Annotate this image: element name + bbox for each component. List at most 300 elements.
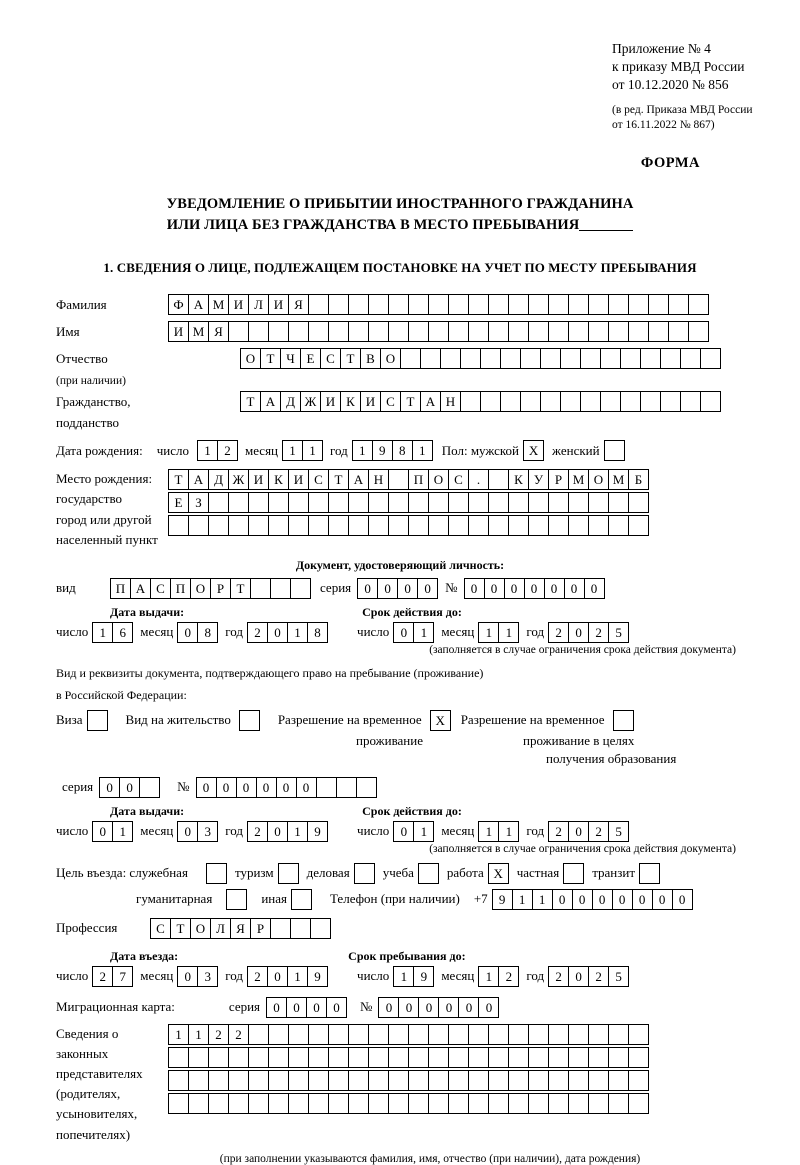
patronymic-boxes[interactable] bbox=[240, 348, 720, 369]
checkbox-sex-female[interactable] bbox=[604, 440, 625, 461]
birthplace-city2-cell[interactable] bbox=[448, 515, 469, 536]
legal-rep-cell[interactable] bbox=[408, 1047, 429, 1068]
surname-cell[interactable] bbox=[468, 294, 489, 315]
legal-rep-cell[interactable] bbox=[468, 1024, 489, 1045]
birthplace-city-cell[interactable] bbox=[308, 492, 329, 513]
entry-month-cell[interactable]: 0 bbox=[177, 966, 198, 987]
mcard-series-cell[interactable]: 0 bbox=[286, 997, 307, 1018]
birthplace-city-cell[interactable] bbox=[508, 492, 529, 513]
doc-issue-month-cell[interactable]: 8 bbox=[197, 622, 218, 643]
name-cell[interactable] bbox=[288, 321, 309, 342]
birth-month-cell[interactable]: 1 bbox=[302, 440, 323, 461]
legal-rep-cell[interactable] bbox=[548, 1047, 569, 1068]
stayuntil-year-cell[interactable]: 5 bbox=[608, 966, 629, 987]
checkbox-temp-residence[interactable]: X bbox=[430, 710, 451, 731]
birth-year-cell[interactable]: 8 bbox=[392, 440, 413, 461]
birthplace-state-cell[interactable]: Т bbox=[328, 469, 349, 490]
mcard-series-boxes[interactable] bbox=[266, 997, 346, 1018]
doc-number-boxes[interactable] bbox=[464, 578, 604, 599]
legal-rep-cell[interactable] bbox=[368, 1047, 389, 1068]
birthplace-state-cell[interactable]: А bbox=[348, 469, 369, 490]
legal-rep-cell[interactable] bbox=[168, 1047, 189, 1068]
entry-year-boxes[interactable] bbox=[247, 966, 327, 987]
birthplace-city-cell[interactable] bbox=[528, 492, 549, 513]
patronymic-cell[interactable] bbox=[540, 348, 561, 369]
legal-rep-cell[interactable] bbox=[368, 1093, 389, 1114]
name-cell[interactable] bbox=[308, 321, 329, 342]
birthplace-city2-boxes[interactable] bbox=[168, 515, 648, 536]
doc-valid-day-cell[interactable]: 0 bbox=[393, 622, 414, 643]
legal-rep-row[interactable] bbox=[168, 1070, 648, 1091]
checkbox-purpose-private[interactable] bbox=[563, 863, 584, 884]
legal-rep-cell[interactable] bbox=[588, 1024, 609, 1045]
patronymic-cell[interactable] bbox=[440, 348, 461, 369]
patronymic-cell[interactable]: Ч bbox=[280, 348, 301, 369]
birthplace-city2-cell[interactable] bbox=[568, 515, 589, 536]
mcard-number-cell[interactable]: 0 bbox=[398, 997, 419, 1018]
doc-issue-month-boxes[interactable] bbox=[177, 622, 217, 643]
birth-month-cell[interactable]: 1 bbox=[282, 440, 303, 461]
name-cell[interactable] bbox=[548, 321, 569, 342]
stay-number-cell[interactable]: 0 bbox=[216, 777, 237, 798]
surname-cell[interactable] bbox=[348, 294, 369, 315]
doc-valid-year-cell[interactable]: 5 bbox=[608, 622, 629, 643]
checkbox-sex-male[interactable]: X bbox=[523, 440, 544, 461]
birth-year-cell[interactable]: 9 bbox=[372, 440, 393, 461]
citizenship-cell[interactable] bbox=[500, 391, 521, 412]
patronymic-cell[interactable] bbox=[500, 348, 521, 369]
name-cell[interactable]: Я bbox=[208, 321, 229, 342]
surname-cell[interactable] bbox=[488, 294, 509, 315]
citizenship-cell[interactable]: Ж bbox=[300, 391, 321, 412]
patronymic-cell[interactable] bbox=[600, 348, 621, 369]
surname-cell[interactable]: Ф bbox=[168, 294, 189, 315]
name-cell[interactable] bbox=[468, 321, 489, 342]
doc-kind-cell[interactable]: П bbox=[110, 578, 131, 599]
surname-cell[interactable] bbox=[588, 294, 609, 315]
stay-number-cell[interactable]: 0 bbox=[196, 777, 217, 798]
legal-rep-cell[interactable] bbox=[288, 1024, 309, 1045]
surname-cell[interactable] bbox=[608, 294, 629, 315]
patronymic-cell[interactable] bbox=[420, 348, 441, 369]
legal-rep-cell[interactable] bbox=[168, 1093, 189, 1114]
legal-rep-cell[interactable] bbox=[248, 1047, 269, 1068]
patronymic-cell[interactable] bbox=[640, 348, 661, 369]
doc-issue-year-cell[interactable]: 0 bbox=[267, 622, 288, 643]
stay-series-cell[interactable] bbox=[139, 777, 160, 798]
legal-rep-cell[interactable] bbox=[588, 1047, 609, 1068]
doc-valid-year-cell[interactable]: 2 bbox=[588, 622, 609, 643]
doc-kind-cell[interactable] bbox=[290, 578, 311, 599]
patronymic-cell[interactable] bbox=[680, 348, 701, 369]
legal-rep-cell[interactable] bbox=[388, 1093, 409, 1114]
citizenship-cell[interactable]: И bbox=[320, 391, 341, 412]
patronymic-cell[interactable] bbox=[560, 348, 581, 369]
citizenship-cell[interactable]: Н bbox=[440, 391, 461, 412]
entry-month-cell[interactable]: 3 bbox=[197, 966, 218, 987]
birthplace-state-cell[interactable]: Н bbox=[368, 469, 389, 490]
stayuntil-day-cell[interactable]: 1 bbox=[393, 966, 414, 987]
doc-issue-year-cell[interactable]: 8 bbox=[307, 622, 328, 643]
legal-rep-cell[interactable] bbox=[568, 1024, 589, 1045]
birthplace-state-cell[interactable]: И bbox=[248, 469, 269, 490]
checkbox-purpose-study[interactable] bbox=[418, 863, 439, 884]
phone-cell[interactable]: 0 bbox=[552, 889, 573, 910]
legal-rep-cell[interactable]: 1 bbox=[168, 1024, 189, 1045]
doc-kind-cell[interactable]: Р bbox=[210, 578, 231, 599]
citizenship-cell[interactable]: А bbox=[260, 391, 281, 412]
name-cell[interactable] bbox=[348, 321, 369, 342]
name-cell[interactable] bbox=[448, 321, 469, 342]
birthplace-city-cell[interactable] bbox=[548, 492, 569, 513]
legal-rep-cell[interactable] bbox=[528, 1047, 549, 1068]
patronymic-cell[interactable] bbox=[480, 348, 501, 369]
birthplace-city-cell[interactable]: З bbox=[188, 492, 209, 513]
phone-boxes[interactable] bbox=[492, 889, 692, 910]
name-boxes[interactable] bbox=[168, 321, 708, 342]
legal-rep-cell[interactable] bbox=[628, 1024, 649, 1045]
birthplace-city2-cell[interactable] bbox=[188, 515, 209, 536]
patronymic-cell[interactable]: Е bbox=[300, 348, 321, 369]
stay-number-cell[interactable]: 0 bbox=[296, 777, 317, 798]
stay-valid-year-cell[interactable]: 2 bbox=[588, 821, 609, 842]
mcard-number-cell[interactable]: 0 bbox=[418, 997, 439, 1018]
legal-rep-cell[interactable] bbox=[408, 1070, 429, 1091]
legal-rep-cell[interactable] bbox=[588, 1070, 609, 1091]
legal-rep-cell[interactable] bbox=[188, 1070, 209, 1091]
entry-day-cell[interactable]: 2 bbox=[92, 966, 113, 987]
entry-year-cell[interactable]: 0 bbox=[267, 966, 288, 987]
surname-cell[interactable] bbox=[668, 294, 689, 315]
doc-issue-month-cell[interactable]: 0 bbox=[177, 622, 198, 643]
doc-issue-year-boxes[interactable] bbox=[247, 622, 327, 643]
surname-cell[interactable] bbox=[308, 294, 329, 315]
name-cell[interactable] bbox=[588, 321, 609, 342]
legal-rep-cell[interactable] bbox=[508, 1047, 529, 1068]
legal-rep-cell[interactable] bbox=[348, 1070, 369, 1091]
stay-issue-year-cell[interactable]: 2 bbox=[247, 821, 268, 842]
surname-cell[interactable] bbox=[628, 294, 649, 315]
birthplace-state-cell[interactable] bbox=[388, 469, 409, 490]
doc-number-cell[interactable]: 0 bbox=[544, 578, 565, 599]
name-cell[interactable]: М bbox=[188, 321, 209, 342]
legal-rep-cell[interactable] bbox=[348, 1093, 369, 1114]
birthplace-city-cell[interactable] bbox=[248, 492, 269, 513]
birth-day-cell[interactable]: 2 bbox=[217, 440, 238, 461]
birthplace-city-cell[interactable] bbox=[468, 492, 489, 513]
birth-year-cell[interactable]: 1 bbox=[352, 440, 373, 461]
legal-rep-cell[interactable] bbox=[368, 1024, 389, 1045]
legal-rep-cell[interactable] bbox=[528, 1024, 549, 1045]
citizenship-cell[interactable]: Т bbox=[240, 391, 261, 412]
legal-rep-cell[interactable] bbox=[608, 1024, 629, 1045]
doc-number-cell[interactable]: 0 bbox=[504, 578, 525, 599]
name-cell[interactable] bbox=[488, 321, 509, 342]
stay-series-boxes[interactable] bbox=[99, 777, 159, 798]
birthplace-city-cell[interactable]: Е bbox=[168, 492, 189, 513]
citizenship-cell[interactable] bbox=[540, 391, 561, 412]
legal-rep-cell[interactable] bbox=[508, 1070, 529, 1091]
legal-rep-cell[interactable] bbox=[388, 1070, 409, 1091]
patronymic-cell[interactable] bbox=[460, 348, 481, 369]
birthplace-city2-cell[interactable] bbox=[528, 515, 549, 536]
legal-rep-cell[interactable] bbox=[608, 1047, 629, 1068]
stayuntil-month-boxes[interactable] bbox=[478, 966, 518, 987]
profession-cell[interactable] bbox=[290, 918, 311, 939]
doc-number-cell[interactable]: 0 bbox=[524, 578, 545, 599]
doc-issue-day-cell[interactable]: 1 bbox=[92, 622, 113, 643]
patronymic-cell[interactable] bbox=[520, 348, 541, 369]
surname-cell[interactable] bbox=[648, 294, 669, 315]
legal-rep-cell[interactable] bbox=[628, 1093, 649, 1114]
birthplace-city2-cell[interactable] bbox=[628, 515, 649, 536]
legal-rep-cell[interactable] bbox=[488, 1070, 509, 1091]
legal-rep-cell[interactable] bbox=[548, 1093, 569, 1114]
birthplace-city2-cell[interactable] bbox=[268, 515, 289, 536]
legal-rep-cell[interactable] bbox=[228, 1070, 249, 1091]
legal-rep-cell[interactable] bbox=[248, 1070, 269, 1091]
phone-cell[interactable]: 0 bbox=[652, 889, 673, 910]
citizenship-cell[interactable] bbox=[640, 391, 661, 412]
doc-kind-cell[interactable]: С bbox=[150, 578, 171, 599]
birthplace-city-cell[interactable] bbox=[628, 492, 649, 513]
checkbox-purpose-business[interactable] bbox=[354, 863, 375, 884]
birthplace-city-cell[interactable] bbox=[328, 492, 349, 513]
mcard-number-cell[interactable]: 0 bbox=[458, 997, 479, 1018]
birthplace-city-cell[interactable] bbox=[348, 492, 369, 513]
entry-year-cell[interactable]: 1 bbox=[287, 966, 308, 987]
legal-rep-row[interactable] bbox=[168, 1093, 648, 1114]
mcard-number-boxes[interactable] bbox=[378, 997, 498, 1018]
patronymic-cell[interactable]: Т bbox=[260, 348, 281, 369]
entry-year-cell[interactable]: 9 bbox=[307, 966, 328, 987]
birthplace-city2-cell[interactable] bbox=[288, 515, 309, 536]
doc-number-cell[interactable]: 0 bbox=[584, 578, 605, 599]
surname-cell[interactable]: А bbox=[188, 294, 209, 315]
citizenship-cell[interactable] bbox=[560, 391, 581, 412]
stay-issue-year-cell[interactable]: 1 bbox=[287, 821, 308, 842]
name-cell[interactable] bbox=[368, 321, 389, 342]
doc-valid-day-cell[interactable]: 1 bbox=[413, 622, 434, 643]
birthplace-city-cell[interactable] bbox=[588, 492, 609, 513]
stay-number-cell[interactable] bbox=[316, 777, 337, 798]
citizenship-cell[interactable] bbox=[460, 391, 481, 412]
legal-rep-cell[interactable] bbox=[308, 1047, 329, 1068]
checkbox-purpose-transit[interactable] bbox=[639, 863, 660, 884]
surname-cell[interactable] bbox=[568, 294, 589, 315]
profession-boxes[interactable] bbox=[150, 918, 330, 939]
legal-rep-cell[interactable] bbox=[468, 1070, 489, 1091]
legal-rep-cell[interactable] bbox=[428, 1047, 449, 1068]
checkbox-edu-residence[interactable] bbox=[613, 710, 634, 731]
doc-valid-day-boxes[interactable] bbox=[393, 622, 433, 643]
profession-cell[interactable]: Я bbox=[230, 918, 251, 939]
legal-rep-cell[interactable] bbox=[408, 1093, 429, 1114]
legal-rep-cell[interactable] bbox=[608, 1093, 629, 1114]
checkbox-visa[interactable] bbox=[87, 710, 108, 731]
doc-number-cell[interactable]: 0 bbox=[484, 578, 505, 599]
birthplace-state-cell[interactable]: У bbox=[528, 469, 549, 490]
name-cell[interactable] bbox=[568, 321, 589, 342]
mcard-series-cell[interactable]: 0 bbox=[266, 997, 287, 1018]
doc-series-cell[interactable]: 0 bbox=[397, 578, 418, 599]
legal-rep-cell[interactable] bbox=[528, 1093, 549, 1114]
legal-rep-row[interactable] bbox=[168, 1047, 648, 1068]
surname-cell[interactable] bbox=[388, 294, 409, 315]
birthplace-city2-cell[interactable] bbox=[508, 515, 529, 536]
birthplace-state-cell[interactable]: Т bbox=[168, 469, 189, 490]
doc-kind-cell[interactable]: А bbox=[130, 578, 151, 599]
stay-valid-year-boxes[interactable] bbox=[548, 821, 628, 842]
birthplace-state-cell[interactable]: А bbox=[188, 469, 209, 490]
stay-valid-year-cell[interactable]: 5 bbox=[608, 821, 629, 842]
citizenship-cell[interactable]: Т bbox=[400, 391, 421, 412]
stay-number-cell[interactable] bbox=[356, 777, 377, 798]
doc-number-cell[interactable]: 0 bbox=[564, 578, 585, 599]
birthplace-state-cell[interactable]: О bbox=[588, 469, 609, 490]
stay-valid-day-boxes[interactable] bbox=[393, 821, 433, 842]
birthplace-city2-cell[interactable] bbox=[328, 515, 349, 536]
birthplace-city2-cell[interactable] bbox=[548, 515, 569, 536]
legal-rep-cell[interactable] bbox=[628, 1070, 649, 1091]
stay-valid-day-cell[interactable]: 0 bbox=[393, 821, 414, 842]
surname-cell[interactable] bbox=[368, 294, 389, 315]
birthplace-state-cell[interactable] bbox=[488, 469, 509, 490]
phone-cell[interactable]: 0 bbox=[592, 889, 613, 910]
entry-day-cell[interactable]: 7 bbox=[112, 966, 133, 987]
birthplace-city-cell[interactable] bbox=[228, 492, 249, 513]
birth-year-boxes[interactable] bbox=[352, 440, 432, 461]
legal-rep-cell[interactable] bbox=[228, 1093, 249, 1114]
stay-valid-month-cell[interactable]: 1 bbox=[498, 821, 519, 842]
legal-rep-cell[interactable] bbox=[328, 1024, 349, 1045]
name-cell[interactable] bbox=[508, 321, 529, 342]
legal-rep-cell[interactable] bbox=[228, 1047, 249, 1068]
doc-valid-month-cell[interactable]: 1 bbox=[498, 622, 519, 643]
surname-cell[interactable] bbox=[428, 294, 449, 315]
legal-rep-cell[interactable] bbox=[308, 1070, 329, 1091]
citizenship-cell[interactable] bbox=[700, 391, 721, 412]
legal-rep-cell[interactable] bbox=[388, 1024, 409, 1045]
legal-rep-cell[interactable] bbox=[268, 1070, 289, 1091]
mcard-number-cell[interactable]: 0 bbox=[478, 997, 499, 1018]
legal-rep-cell[interactable] bbox=[168, 1070, 189, 1091]
legal-rep-cell[interactable]: 1 bbox=[188, 1024, 209, 1045]
doc-issue-year-cell[interactable]: 2 bbox=[247, 622, 268, 643]
legal-rep-cell[interactable] bbox=[188, 1047, 209, 1068]
doc-issue-day-boxes[interactable] bbox=[92, 622, 132, 643]
citizenship-cell[interactable] bbox=[580, 391, 601, 412]
citizenship-boxes[interactable] bbox=[240, 391, 720, 412]
birth-day-boxes[interactable] bbox=[197, 440, 237, 461]
legal-rep-cell[interactable] bbox=[288, 1047, 309, 1068]
legal-rep-cell[interactable] bbox=[268, 1024, 289, 1045]
stay-issue-month-boxes[interactable] bbox=[177, 821, 217, 842]
doc-series-cell[interactable]: 0 bbox=[357, 578, 378, 599]
profession-cell[interactable]: Л bbox=[210, 918, 231, 939]
stay-issue-month-cell[interactable]: 0 bbox=[177, 821, 198, 842]
doc-number-cell[interactable]: 0 bbox=[464, 578, 485, 599]
legal-rep-cell[interactable]: 2 bbox=[228, 1024, 249, 1045]
doc-series-cell[interactable]: 0 bbox=[377, 578, 398, 599]
surname-cell[interactable] bbox=[688, 294, 709, 315]
legal-rep-cell[interactable] bbox=[468, 1047, 489, 1068]
stay-issue-day-cell[interactable]: 0 bbox=[92, 821, 113, 842]
name-cell[interactable] bbox=[428, 321, 449, 342]
legal-rep-cell[interactable] bbox=[548, 1070, 569, 1091]
stay-valid-month-boxes[interactable] bbox=[478, 821, 518, 842]
birthplace-city2-cell[interactable] bbox=[368, 515, 389, 536]
stay-issue-year-cell[interactable]: 0 bbox=[267, 821, 288, 842]
stayuntil-month-cell[interactable]: 1 bbox=[478, 966, 499, 987]
checkbox-purpose-service[interactable] bbox=[206, 863, 227, 884]
birthplace-city-cell[interactable] bbox=[388, 492, 409, 513]
legal-rep-cell[interactable] bbox=[208, 1047, 229, 1068]
checkbox-purpose-tourism[interactable] bbox=[278, 863, 299, 884]
legal-rep-cell[interactable] bbox=[308, 1024, 329, 1045]
stay-issue-year-cell[interactable]: 9 bbox=[307, 821, 328, 842]
phone-cell[interactable]: 0 bbox=[672, 889, 693, 910]
stay-valid-year-cell[interactable]: 2 bbox=[548, 821, 569, 842]
birthplace-city2-cell[interactable] bbox=[208, 515, 229, 536]
legal-rep-cell[interactable] bbox=[348, 1024, 369, 1045]
phone-cell[interactable]: 9 bbox=[492, 889, 513, 910]
birthplace-city2-cell[interactable] bbox=[428, 515, 449, 536]
citizenship-cell[interactable] bbox=[620, 391, 641, 412]
doc-kind-boxes[interactable] bbox=[110, 578, 310, 599]
name-cell[interactable] bbox=[608, 321, 629, 342]
citizenship-cell[interactable]: Д bbox=[280, 391, 301, 412]
birthplace-city2-cell[interactable] bbox=[388, 515, 409, 536]
birthplace-city-cell[interactable] bbox=[288, 492, 309, 513]
mcard-number-cell[interactable]: 0 bbox=[438, 997, 459, 1018]
patronymic-cell[interactable] bbox=[700, 348, 721, 369]
birthplace-state-cell[interactable]: С bbox=[448, 469, 469, 490]
legal-rep-cell[interactable] bbox=[268, 1047, 289, 1068]
stayuntil-month-cell[interactable]: 2 bbox=[498, 966, 519, 987]
phone-cell[interactable]: 0 bbox=[612, 889, 633, 910]
doc-valid-year-cell[interactable]: 2 bbox=[548, 622, 569, 643]
legal-rep-cell[interactable] bbox=[448, 1070, 469, 1091]
mcard-number-cell[interactable]: 0 bbox=[378, 997, 399, 1018]
citizenship-cell[interactable]: К bbox=[340, 391, 361, 412]
birthplace-state-cell[interactable]: М bbox=[568, 469, 589, 490]
birthplace-city2-cell[interactable] bbox=[168, 515, 189, 536]
doc-kind-cell[interactable]: О bbox=[190, 578, 211, 599]
doc-valid-year-boxes[interactable] bbox=[548, 622, 628, 643]
entry-year-cell[interactable]: 2 bbox=[247, 966, 268, 987]
birthplace-state-cell[interactable]: М bbox=[608, 469, 629, 490]
name-cell[interactable] bbox=[648, 321, 669, 342]
citizenship-cell[interactable]: А bbox=[420, 391, 441, 412]
stayuntil-day-boxes[interactable] bbox=[393, 966, 433, 987]
legal-rep-cell[interactable] bbox=[248, 1093, 269, 1114]
citizenship-cell[interactable]: И bbox=[360, 391, 381, 412]
doc-valid-month-boxes[interactable] bbox=[478, 622, 518, 643]
checkbox-purpose-other[interactable] bbox=[291, 889, 312, 910]
stayuntil-year-boxes[interactable] bbox=[548, 966, 628, 987]
legal-rep-cell[interactable] bbox=[268, 1093, 289, 1114]
legal-rep-cell[interactable] bbox=[488, 1024, 509, 1045]
birthplace-city-cell[interactable] bbox=[428, 492, 449, 513]
phone-cell[interactable]: 1 bbox=[532, 889, 553, 910]
entry-month-boxes[interactable] bbox=[177, 966, 217, 987]
stay-number-cell[interactable]: 0 bbox=[256, 777, 277, 798]
entry-day-boxes[interactable] bbox=[92, 966, 132, 987]
birth-year-cell[interactable]: 1 bbox=[412, 440, 433, 461]
legal-rep-cell[interactable] bbox=[208, 1093, 229, 1114]
legal-rep-cell[interactable] bbox=[608, 1070, 629, 1091]
